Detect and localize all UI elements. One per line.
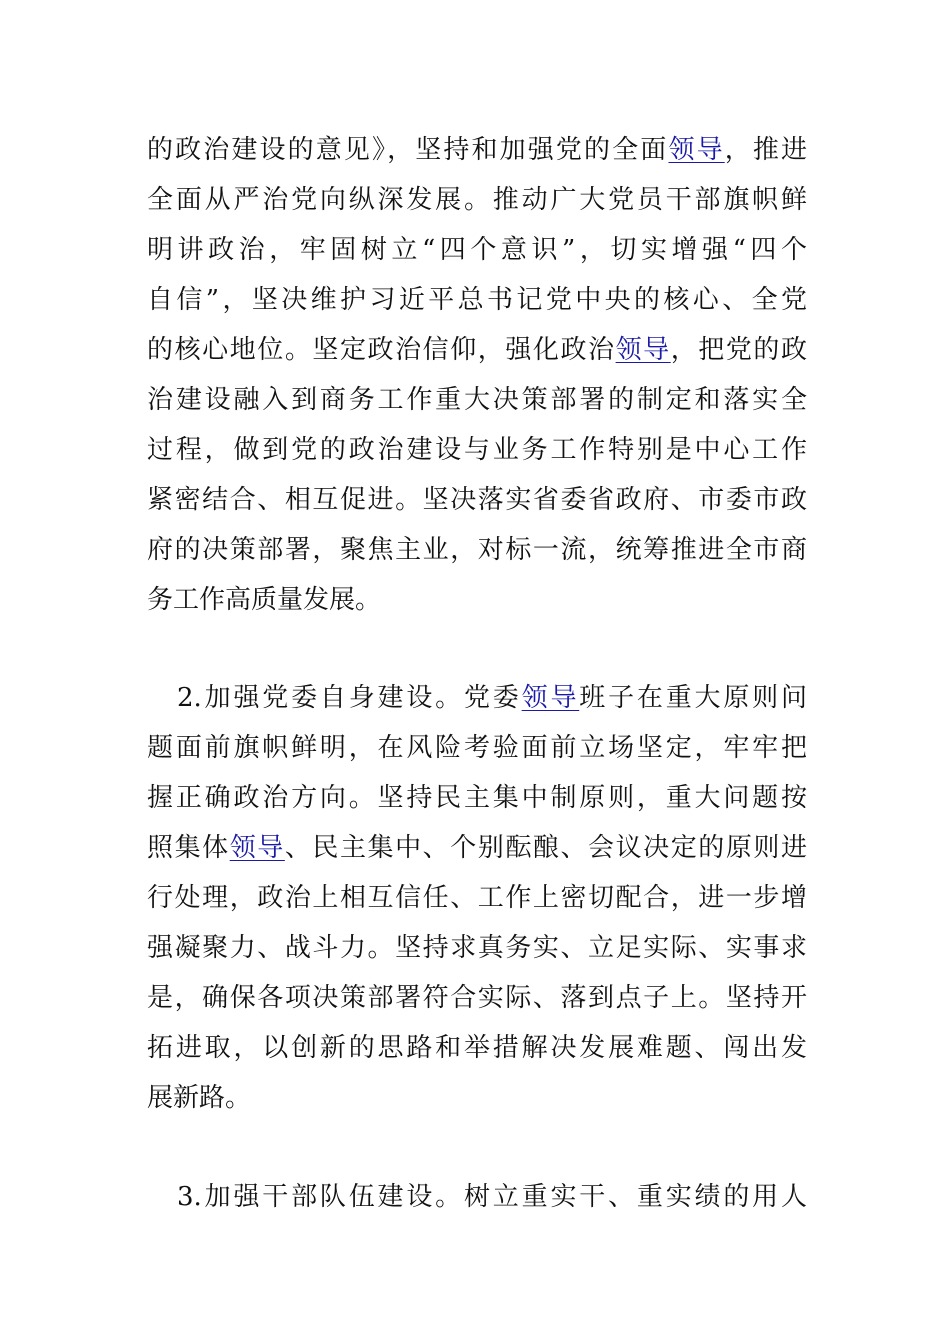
text-run: ，把党的政 <box>670 335 807 365</box>
text-run: 自信”，坚决维护习近平总书记党中央的核心、全党 <box>147 285 807 315</box>
hyperlink[interactable]: 领导 <box>615 335 671 365</box>
text-run: 的核心地位。坚定政治信仰，强化政治 <box>147 335 616 365</box>
hyperlink[interactable]: 领导 <box>668 135 725 165</box>
text-line <box>147 973 807 1023</box>
text-line <box>147 723 807 773</box>
text-line <box>147 525 807 575</box>
text-line <box>147 823 807 873</box>
text-run: 3.加强干部队伍建设。树立重实干、重实绩的用人 <box>177 1182 807 1212</box>
text-line <box>147 375 807 425</box>
text-line <box>147 1073 807 1123</box>
text-run: 的政治建设的意见》，坚持和加强党的全面 <box>147 135 669 165</box>
text-run: 是，确保各项决策部署符合实际、落到点子上。坚持开 <box>147 983 807 1013</box>
text-run: 班子在重大原则问 <box>579 683 807 713</box>
paragraph-1 <box>147 125 807 625</box>
text-run: 拓进取，以创新的思路和举措解决发展难题、闯出发 <box>147 1033 807 1063</box>
text-line <box>147 773 807 823</box>
text-run: 全面从严治党向纵深发展。推动广大党员干部旗帜鲜 <box>147 185 807 215</box>
text-line <box>147 225 807 275</box>
text-run: ，推进 <box>724 135 807 165</box>
text-run: 、民主集中、个别酝酿、会议决定的原则进 <box>284 833 807 863</box>
hyperlink[interactable]: 领导 <box>229 833 285 863</box>
text-line <box>147 923 807 973</box>
text-line <box>147 873 807 923</box>
text-line <box>147 325 807 375</box>
text-run: 治建设融入到商务工作重大决策部署的制定和落实全 <box>147 385 807 415</box>
text-line <box>147 475 807 525</box>
text-line <box>147 1023 807 1073</box>
text-run: 过程，做到党的政治建设与业务工作特别是中心工作 <box>147 435 807 465</box>
text-run: 展新路。 <box>147 1083 252 1113</box>
text-line <box>147 575 807 625</box>
text-run: 紧密结合、相互促进。坚决落实省委省政府、市委市政 <box>147 485 807 515</box>
text-run: 握正确政治方向。坚持民主集中制原则，重大问题按 <box>147 783 807 813</box>
text-run: 行处理，政治上相互信任、工作上密切配合，进一步增 <box>147 883 807 913</box>
text-line <box>147 673 807 723</box>
text-line <box>147 425 807 475</box>
text-run: 务工作高质量发展。 <box>147 585 382 615</box>
text-run: 强凝聚力、战斗力。坚持求真务实、立足实际、实事求 <box>147 933 807 963</box>
text-run: 题面前旗帜鲜明，在风险考验面前立场坚定，牢牢把 <box>147 733 807 763</box>
text-line <box>147 1172 807 1222</box>
text-line <box>147 125 807 175</box>
paragraph-3 <box>147 1172 807 1222</box>
text-line <box>147 175 807 225</box>
text-run: 府的决策部署，聚焦主业，对标一流，统筹推进全市商 <box>147 535 807 565</box>
paragraph-2 <box>147 673 807 1123</box>
text-line <box>147 275 807 325</box>
hyperlink[interactable]: 领导 <box>521 683 580 713</box>
text-run: 照集体 <box>147 833 230 863</box>
text-run: 2.加强党委自身建设。党委 <box>177 683 522 713</box>
text-run: 明讲政治，牢固树立“四个意识”，切实增强“四个 <box>147 235 807 265</box>
